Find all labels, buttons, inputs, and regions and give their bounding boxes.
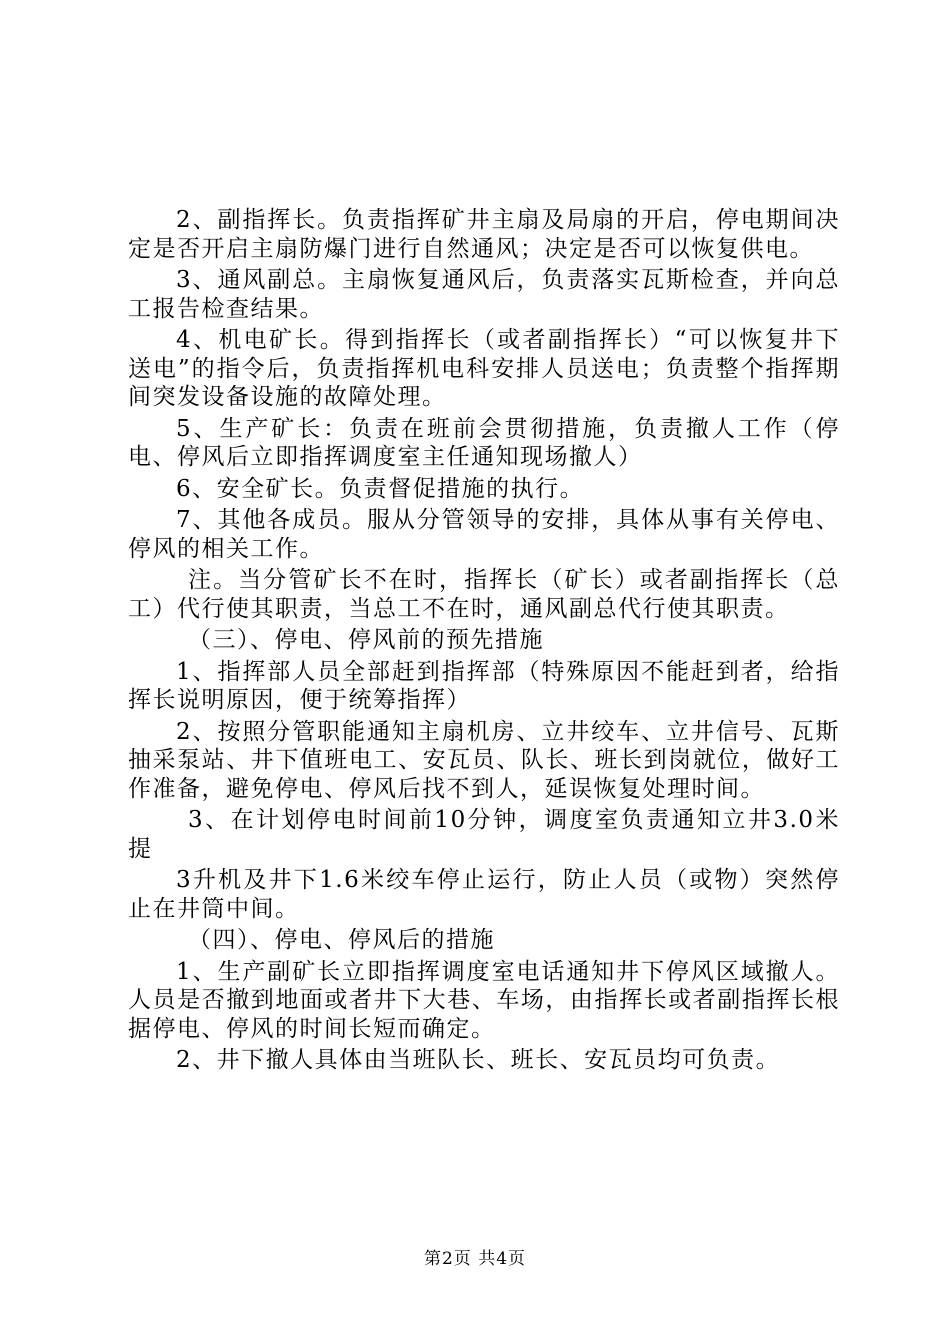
paragraph-other-members: 7、其他各成员。服从分管领导的安排，具体从事有关停电、停风的相关工作。 — [128, 507, 840, 562]
paragraph-deputy-commander: 2、副指挥长。负责指挥矿井主扇及局扇的开启，停电期间决定是否开启主扇防爆门进行自然通风；决定是否可以恢复供电。 — [128, 207, 840, 262]
paragraph-pre-measure-2: 2、按照分管职能通知主扇机房、立井绞车、立井信号、瓦斯抽采泵站、井下值班电工、安瓦员、队长、班长到岗就位，做好工作准备，避免停电、停风后找不到人，延误恢复处理时间。 — [128, 718, 840, 802]
paragraph-ventilation-deputy: 3、通风副总。主扇恢复通风后，负责落实瓦斯检查，并向总工报告检查结果。 — [128, 267, 840, 322]
paragraph-pre-measure-1: 1、指挥部人员全部赶到指挥部（特殊原因不能赶到者，给指挥长说明原因，便于统筹指挥） — [128, 658, 840, 713]
document-body — [128, 206, 840, 1075]
paragraph-pre-measure-3-cont: 3升机及井下1.6米绞车停止运行，防止人员（或物）突然停止在井筒中间。 — [128, 867, 840, 922]
page-footer: 第2页 共4页 — [423, 1249, 527, 1269]
paragraph-safety-manager: 6、安全矿长。负责督促措施的执行。 — [176, 475, 585, 502]
paragraph-note: 注。当分管矿长不在时，指挥长（矿长）或者副指挥长（总工）代行使其职责，当总工不在时，通风副总代行使其职责。 — [128, 567, 840, 622]
section-heading-4: （四）、停电、停风后的措施 — [188, 927, 495, 953]
paragraph-production-manager: 5、生产矿长：负责在班前会贯彻措施，负责撤人工作（停电、停风后立即指挥调度室主任通知现场撤人） — [128, 415, 840, 470]
paragraph-pre-measure-3: 3、在计划停电时间前10分钟，调度室负责通知立井3.0米提 — [128, 807, 840, 862]
paragraph-electromechanical-manager: 4、机电矿长。得到指挥长（或者副指挥长）“可以恢复井下送电”的指令后，负责指挥机电科安排人员送电；负责整个指挥期间突发设备设施的故障处理。 — [128, 327, 840, 410]
section-heading-3: （三）、停电、停风前的预先措施 — [188, 627, 544, 653]
paragraph-post-measure-2: 2、井下撤人具体由当班队长、班长、安瓦员均可负责。 — [176, 1047, 781, 1073]
paragraph-post-measure-1: 1、生产副矿长立即指挥调度室电话通知井下停风区域撤人。人员是否撤到地面或者井下大巷、车场，由指挥长或者副指挥长根据停电、停风的时间长短而确定。 — [128, 958, 840, 1042]
